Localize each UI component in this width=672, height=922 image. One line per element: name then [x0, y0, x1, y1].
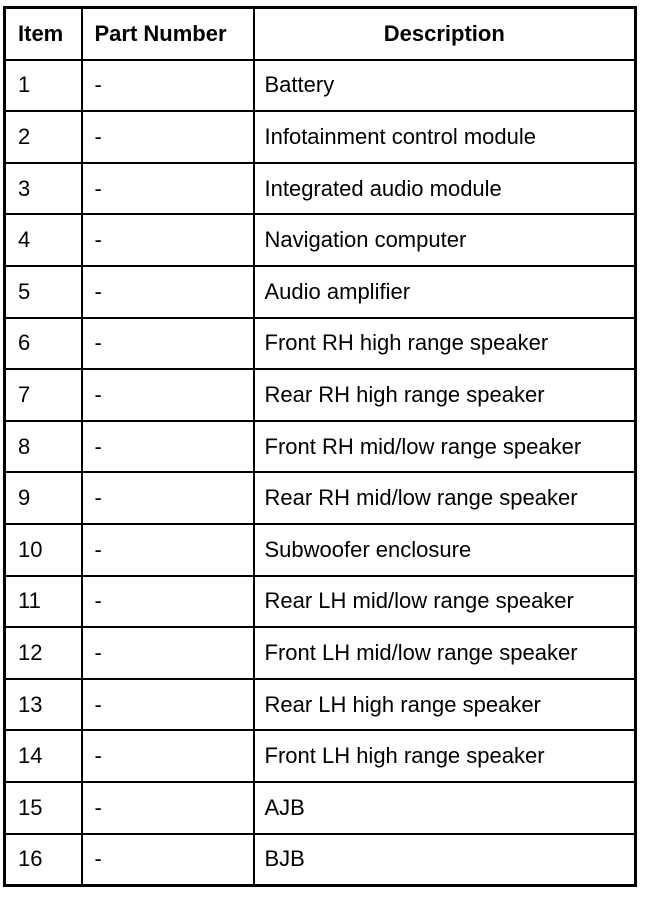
table-row [5, 318, 636, 370]
description-cell: Audio amplifier [254, 266, 636, 318]
item-cell: 8 [5, 421, 82, 473]
item-cell: 13 [5, 679, 82, 731]
item-cell: 1 [5, 60, 82, 112]
description-cell: Battery [254, 60, 636, 112]
table-row [5, 60, 636, 112]
item-cell: 15 [5, 782, 82, 834]
description-cell: Rear RH mid/low range speaker [254, 472, 636, 524]
table-row [5, 782, 636, 834]
part-number-cell: - [82, 679, 254, 731]
item-cell: 9 [5, 472, 82, 524]
item-cell: 16 [5, 834, 82, 886]
table-row [5, 576, 636, 628]
parts-table [3, 6, 637, 887]
table-row [5, 472, 636, 524]
item-cell: 12 [5, 627, 82, 679]
description-cell: Rear LH high range speaker [254, 679, 636, 731]
part-number-cell: - [82, 214, 254, 266]
part-number-cell: - [82, 472, 254, 524]
part-number-cell: - [82, 266, 254, 318]
part-number-cell: - [82, 421, 254, 473]
table-row [5, 524, 636, 576]
part-number-cell: - [82, 111, 254, 163]
description-cell: Navigation computer [254, 214, 636, 266]
table-body [5, 60, 636, 886]
item-cell: 10 [5, 524, 82, 576]
item-cell: 14 [5, 730, 82, 782]
table-row [5, 214, 636, 266]
part-number-cell: - [82, 730, 254, 782]
item-cell: 6 [5, 318, 82, 370]
table-row [5, 421, 636, 473]
table-row [5, 111, 636, 163]
part-number-cell: - [82, 782, 254, 834]
part-number-cell: - [82, 60, 254, 112]
description-cell: Infotainment control module [254, 111, 636, 163]
description-cell: AJB [254, 782, 636, 834]
part-number-cell: - [82, 369, 254, 421]
description-cell: Integrated audio module [254, 163, 636, 215]
description-cell: BJB [254, 834, 636, 886]
column-header-description: Description [254, 8, 636, 60]
item-cell: 2 [5, 111, 82, 163]
table-row [5, 730, 636, 782]
part-number-cell: - [82, 834, 254, 886]
part-number-cell: - [82, 576, 254, 628]
header-row [5, 8, 636, 60]
column-header-part-number: Part Number [82, 8, 254, 60]
description-cell: Rear LH mid/low range speaker [254, 576, 636, 628]
description-cell: Front RH mid/low range speaker [254, 421, 636, 473]
table-row [5, 627, 636, 679]
description-cell: Front RH high range speaker [254, 318, 636, 370]
column-header-item: Item [5, 8, 82, 60]
item-cell: 11 [5, 576, 82, 628]
description-cell: Subwoofer enclosure [254, 524, 636, 576]
table-row [5, 834, 636, 886]
item-cell: 5 [5, 266, 82, 318]
description-cell: Front LH high range speaker [254, 730, 636, 782]
item-cell: 3 [5, 163, 82, 215]
table-header [5, 8, 636, 60]
description-cell: Rear RH high range speaker [254, 369, 636, 421]
table-row [5, 266, 636, 318]
item-cell: 7 [5, 369, 82, 421]
part-number-cell: - [82, 318, 254, 370]
part-number-cell: - [82, 627, 254, 679]
table-row [5, 163, 636, 215]
part-number-cell: - [82, 163, 254, 215]
item-cell: 4 [5, 214, 82, 266]
description-cell: Front LH mid/low range speaker [254, 627, 636, 679]
table-row [5, 679, 636, 731]
table-row [5, 369, 636, 421]
part-number-cell: - [82, 524, 254, 576]
